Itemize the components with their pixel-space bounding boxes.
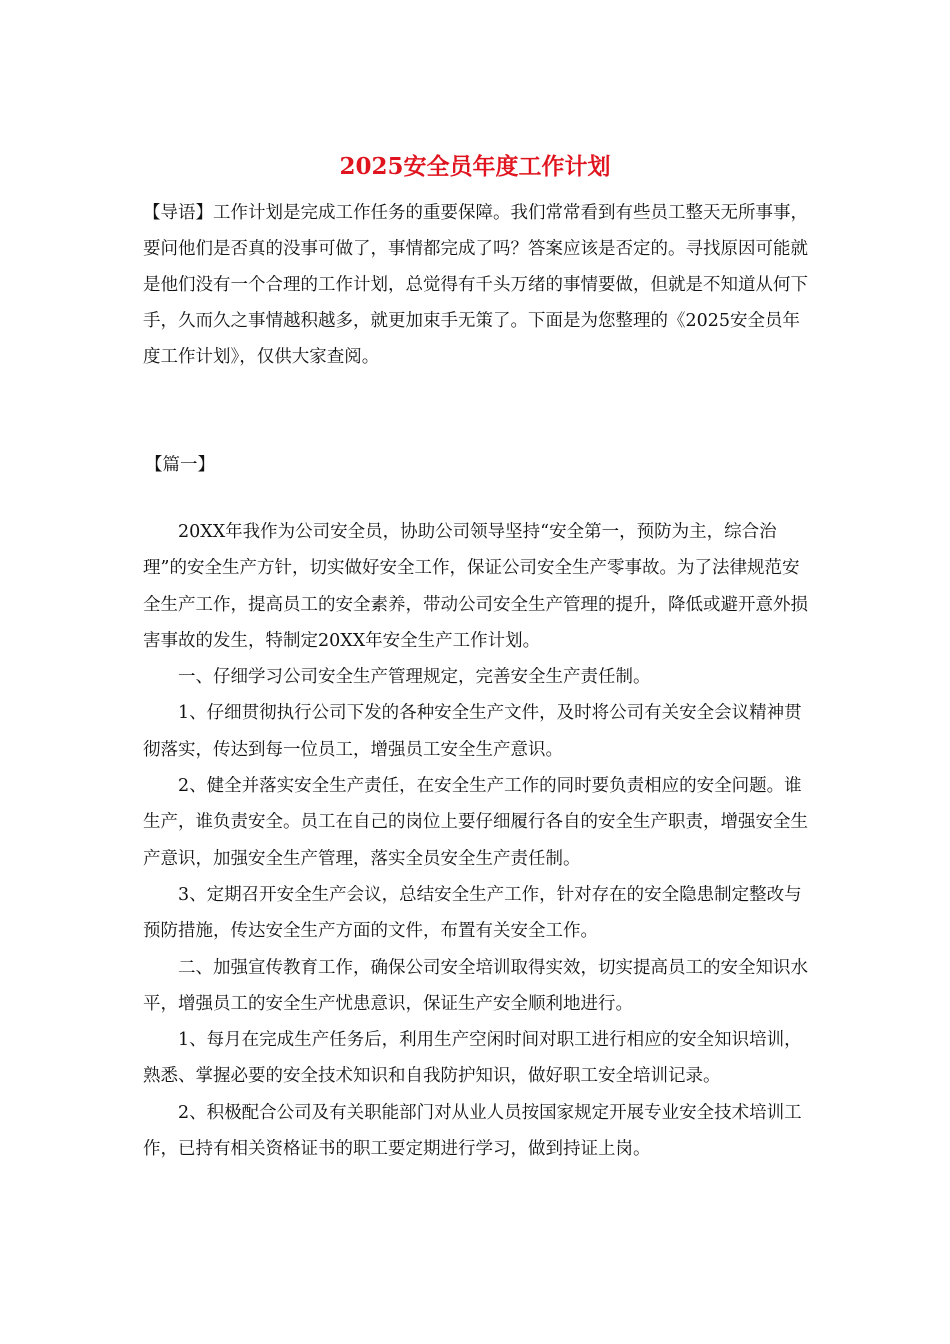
intro-paragraph: 【导语】工作计划是完成工作任务的重要保障。我们常常看到有些员工整天无所事事，要问他们是否真的没事可做了，事情都完成了吗？答案应该是否定的。寻找原因可能就是他们没有一个合理的工作计划，总觉得有千头万绪的事情要做，但就是不知道从何下手，久而久之事情越积越多，就更加束手无策了。下面是为您整理的《2025安全员年度工作计划》，仅供大家查阅。 [143,203,808,367]
section-heading: 二、加强宣传教育工作，确保公司安全培训取得实效，切实提高员工的安全知识水平，增强员工的安全生产忧患意识，保证生产安全顺利地进行。 [143,957,808,1014]
body-paragraph: 1、仔细贯彻执行公司下发的各种安全生产文件，及时将公司有关安全会议精神贯彻落实，传达到每一位员工，增强员工安全生产意识。 [143,703,802,760]
document-title: 2025安全员年度工作计划 [339,153,611,180]
section-heading: 一、仔细学习公司安全生产管理规定，完善安全生产责任制。 [178,667,651,688]
body-paragraph: 3、定期召开安全生产会议，总结安全生产工作，针对存在的安全隐患制定整改与预防措施，传达安全生产方面的文件，布置有关安全工作。 [143,884,802,942]
document-body [143,514,813,1167]
body-paragraph: 20XX年我作为公司安全员，协助公司领导坚持“安全第一，预防为主，综合治理”的安全生产方针，切实做好安全工作，保证公司安全生产零事故。为了法律规范安全生产工作，提高员工的安全素养，带动公司安全生产管理的提升，降低或避开意外损害事故的发生，特制定20XX年安全生产工作计划。 [143,522,808,651]
section-label: 【篇一】 [145,455,215,475]
body-paragraph: 2、健全并落实安全生产责任，在安全生产工作的同时要负责相应的安全问题。谁生产，谁负责安全。员工在自己的岗位上要仔细履行各自的安全生产职责，增强安全生产意识，加强安全生产管理，落实全员安全生产责任制。 [143,776,808,869]
body-paragraph: 1、每月在完成生产任务后，利用生产空闲时间对职工进行相应的安全知识培训，熟悉、掌握必要的安全技术知识和自我防护知识，做好职工安全培训记录。 [143,1030,802,1087]
body-paragraph: 2、积极配合公司及有关职能部门对从业人员按国家规定开展专业安全技术培训工作，已持有相关资格证书的职工要定期进行学习，做到持证上岗。 [143,1102,802,1160]
